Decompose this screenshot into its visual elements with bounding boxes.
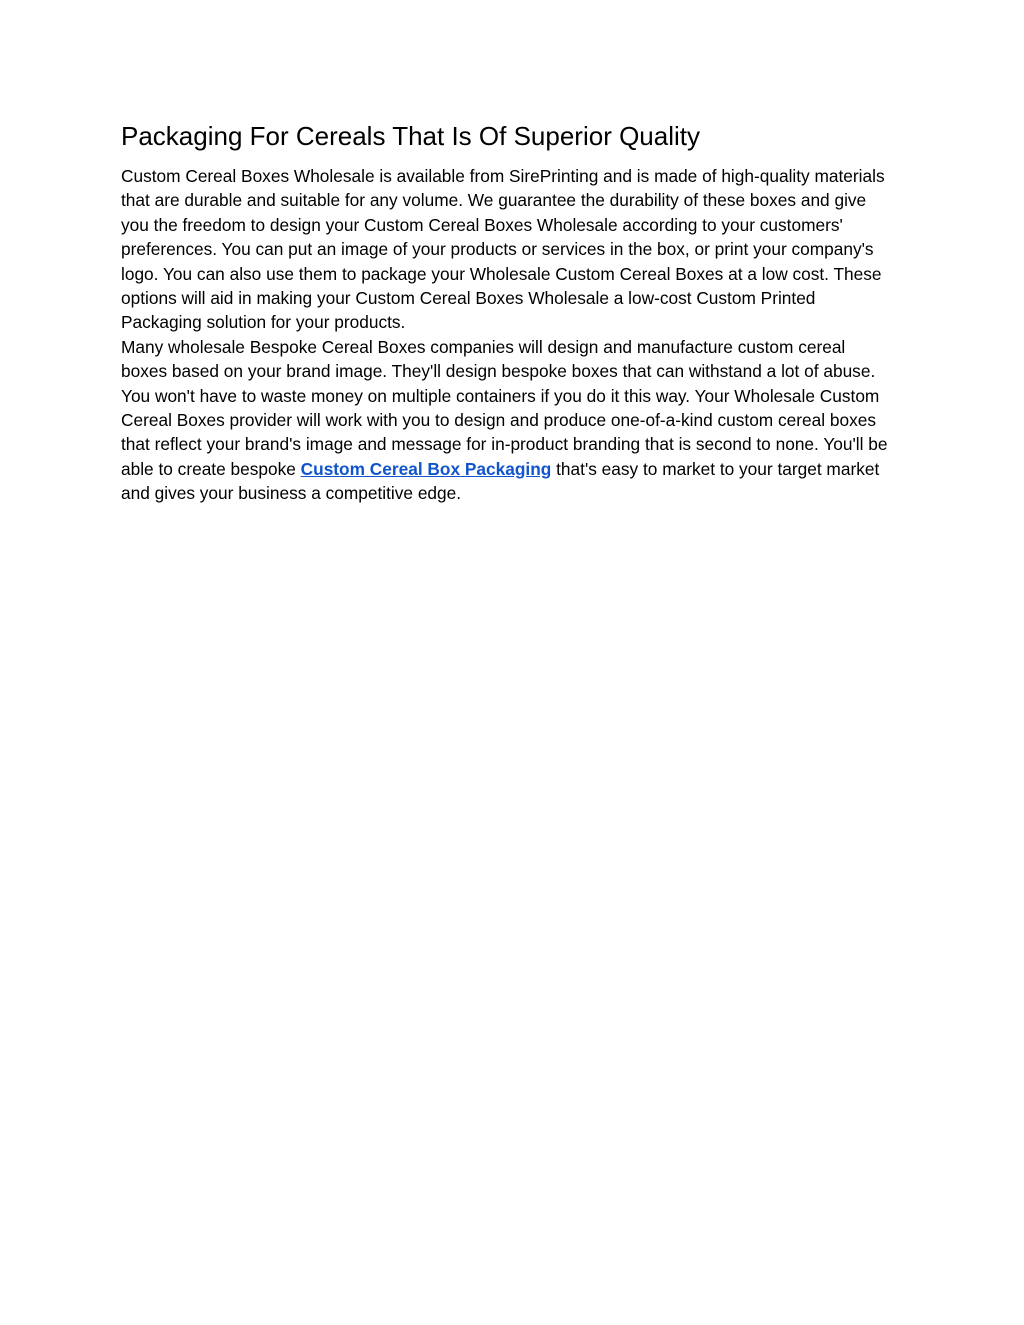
paragraph-bespoke [121,335,896,506]
custom-cereal-box-packaging-link[interactable]: Custom Cereal Box Packaging [300,458,552,479]
paragraph-bespoke-text-before: Many wholesale Bespoke Cereal Boxes companies will design and manufacture custom cereal boxes based on your brand image. They'll design bespoke boxes that can withstand a lot of abuse. You won't have to waste money on multiple containers if you do it this way. Your Wholesale Custom Cereal Boxes provider will work with you to design and produce one-of-a-kind custom cereal boxes that reflect your brand's image and message for in-product branding that is second to none. You'll be able to create bespoke [121,336,888,479]
paragraph-bespoke-text-after: that's easy to market to your target market and gives your business a competitive edge. [121,458,880,504]
document-content [121,118,896,506]
document-title: Packaging For Cereals That Is Of Superior Quality [121,121,700,151]
paragraph-intro: Custom Cereal Boxes Wholesale is available from SirePrinting and is made of high-quality materials that are durable and suitable for any volume. We guarantee the durability of these boxes and give you the freedom to design your Custom Cereal Boxes Wholesale according to your customers' preferences. You can put an image of your products or services in the box, or print your company's logo. You can also use them to package your Wholesale Custom Cereal Boxes at a low cost. These options will aid in making your Custom Cereal Boxes Wholesale a low-cost Custom Printed Packaging solution for your products. [121,166,885,333]
